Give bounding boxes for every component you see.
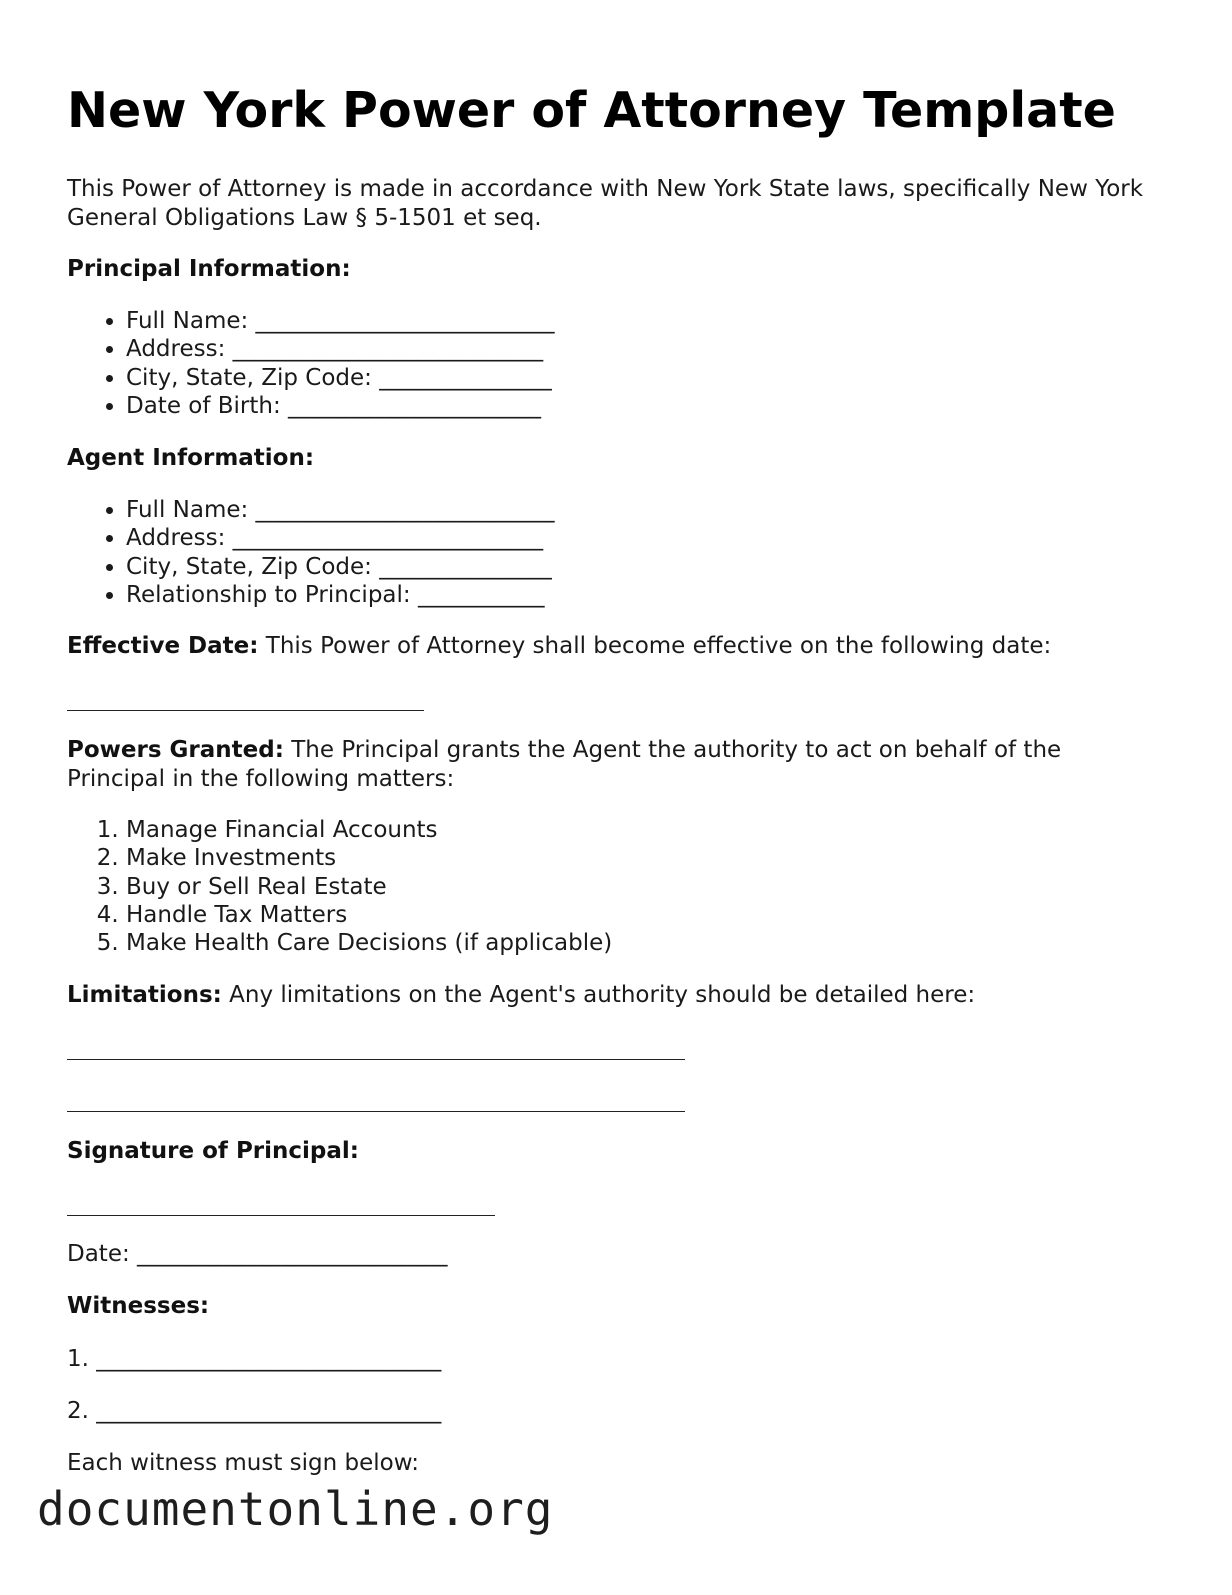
limitations-text: Any limitations on the Agent's authority should be detailed here: xyxy=(221,982,976,1008)
intro-paragraph: This Power of Attorney is made in accordance with New York State laws, specifically New York General Obligations Law § 5-1501 et seq. xyxy=(67,176,1144,231)
powers-granted-text: The Principal grants the Agent the authority to act on behalf of the Principal in the following matters: xyxy=(67,737,1062,792)
power-item: 2. Make Investments xyxy=(126,844,612,872)
powers-granted-paragraph xyxy=(67,736,1127,793)
powers-granted-label: Powers Granted: xyxy=(67,737,284,763)
agent-fields-list xyxy=(67,496,555,609)
principal-fields-list xyxy=(67,307,555,420)
witness-sign-instruction: Each witness must sign below: xyxy=(67,1450,420,1476)
power-item: 5. Make Health Care Decisions (if applicable) xyxy=(126,929,612,957)
effective-date-text: This Power of Attorney shall become effective on the following date: xyxy=(258,633,1052,659)
principal-city-state-zip-field[interactable]: • City, State, Zip Code: _______________ xyxy=(126,364,555,392)
agent-full-name-field[interactable]: • Full Name: __________________________ xyxy=(126,496,555,524)
limitations-blank-line-2[interactable] xyxy=(67,1111,685,1112)
agent-relationship-field[interactable]: • Relationship to Principal: ___________ xyxy=(126,581,555,609)
signature-heading: Signature of Principal: xyxy=(67,1138,359,1164)
limitations-paragraph xyxy=(67,981,975,1010)
power-item: 3. Buy or Sell Real Estate xyxy=(126,873,612,901)
witnesses-heading: Witnesses: xyxy=(67,1293,210,1319)
agent-city-state-zip-field[interactable]: • City, State, Zip Code: _______________ xyxy=(126,553,555,581)
limitations-label: Limitations: xyxy=(67,982,222,1008)
document-title: New York Power of Attorney Template xyxy=(67,82,1116,139)
witness-line-1[interactable]: 1. ______________________________ xyxy=(67,1346,442,1372)
principal-date-of-birth-field[interactable]: • Date of Birth: ______________________ xyxy=(126,392,555,420)
principal-full-name-field[interactable]: • Full Name: __________________________ xyxy=(126,307,555,335)
effective-date-label: Effective Date: xyxy=(67,633,259,659)
witness-line-2[interactable]: 2. ______________________________ xyxy=(67,1398,442,1424)
agent-address-field[interactable]: • Address: ___________________________ xyxy=(126,524,555,552)
principal-signature-line[interactable] xyxy=(67,1215,495,1216)
principal-address-field[interactable]: • Address: ___________________________ xyxy=(126,335,555,363)
powers-list xyxy=(67,816,612,957)
limitations-blank-line-1[interactable] xyxy=(67,1059,685,1060)
agent-heading: Agent Information: xyxy=(67,445,315,471)
watermark-logo: documentonline.org xyxy=(37,1482,554,1536)
power-item: 4. Handle Tax Matters xyxy=(126,901,612,929)
effective-date-blank-line[interactable] xyxy=(67,710,424,711)
principal-heading: Principal Information: xyxy=(67,256,351,282)
power-item: 1. Manage Financial Accounts xyxy=(126,816,612,844)
effective-date-paragraph xyxy=(67,632,1051,661)
signature-date-field[interactable]: Date: ___________________________ xyxy=(67,1241,448,1267)
